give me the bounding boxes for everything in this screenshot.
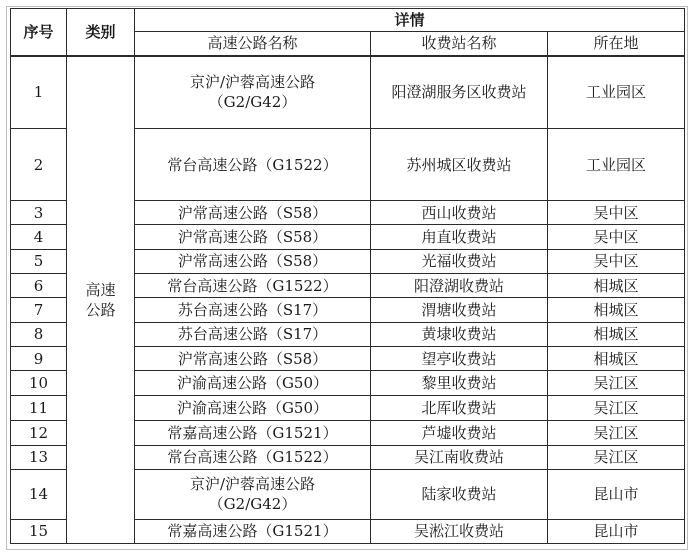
row-location: 吴中区 xyxy=(548,201,685,225)
row-station-name: 甪直收费站 xyxy=(371,225,548,249)
row-location: 工业园区 xyxy=(548,56,685,129)
row-station-name: 望亭收费站 xyxy=(371,347,548,371)
row-location: 相城区 xyxy=(548,274,685,298)
row-highway-name xyxy=(135,56,371,129)
header-highway-name: 高速公路名称 xyxy=(135,32,371,56)
row-highway-name xyxy=(135,421,371,445)
row-seq: 12 xyxy=(11,421,67,445)
row-location: 相城区 xyxy=(548,347,685,371)
row-seq: 3 xyxy=(11,201,67,225)
category-text: 高速 xyxy=(85,280,116,299)
highway-name-text: 京沪/沪蓉高速公路 xyxy=(189,73,316,92)
row-highway-name xyxy=(135,347,371,371)
row-highway-name xyxy=(135,201,371,225)
highway-name-text: 常嘉高速公路（G1521） xyxy=(167,423,338,442)
row-location: 吴江区 xyxy=(548,371,685,395)
highway-name-text: 沪常高速公路（S58） xyxy=(177,203,328,222)
row-station-name: 光福收费站 xyxy=(371,249,548,273)
row-seq: 1 xyxy=(11,56,67,129)
highway-name-text: 沪渝高速公路（G50） xyxy=(176,399,329,417)
toll-station-table xyxy=(10,8,685,544)
row-seq: 4 xyxy=(11,225,67,249)
row-seq: 10 xyxy=(11,371,67,395)
header-details: 详情 xyxy=(135,9,685,32)
row-highway-name xyxy=(135,395,371,420)
highway-name-text: 常台高速公路（G1522） xyxy=(167,155,338,174)
row-highway-name xyxy=(135,298,371,322)
row-location: 昆山市 xyxy=(548,519,685,543)
row-highway-name xyxy=(135,249,371,273)
row-station-name: 西山收费站 xyxy=(371,201,548,225)
row-highway-name xyxy=(135,469,371,519)
row-highway-name xyxy=(135,519,371,543)
row-seq: 14 xyxy=(11,469,67,519)
row-highway-name xyxy=(135,274,371,298)
highway-name-text: 京沪/沪蓉高速公路 xyxy=(189,475,316,494)
row-station-name: 吴江南收费站 xyxy=(371,445,548,469)
row-station-name: 黎里收费站 xyxy=(371,371,548,395)
row-station-name: 渭塘收费站 xyxy=(371,298,548,322)
row-station-name: 北厍收费站 xyxy=(371,395,548,420)
row-station-name: 阳澄湖收费站 xyxy=(371,274,548,298)
row-location: 吴江区 xyxy=(548,445,685,469)
row-highway-name xyxy=(135,129,371,201)
row-seq: 6 xyxy=(11,274,67,298)
row-location: 相城区 xyxy=(548,298,685,322)
row-seq: 7 xyxy=(11,298,67,322)
highway-name-text: 沪渝高速公路（G50） xyxy=(176,374,329,393)
row-location: 吴中区 xyxy=(548,249,685,273)
category-text: 公路 xyxy=(85,300,116,319)
highway-name-text: （G2/G42） xyxy=(208,495,297,514)
row-highway-name xyxy=(135,445,371,469)
row-seq: 8 xyxy=(11,322,67,346)
row-station-name: 苏州城区收费站 xyxy=(371,129,548,201)
row-highway-name xyxy=(135,225,371,249)
highway-name-text: 常嘉高速公路（G1521） xyxy=(167,522,338,541)
row-seq: 15 xyxy=(11,519,67,543)
header-location: 所在地 xyxy=(548,32,685,56)
row-location: 吴中区 xyxy=(548,225,685,249)
header-station-name: 收费站名称 xyxy=(371,32,548,56)
table-row xyxy=(11,56,685,129)
row-station-name: 吴淞江收费站 xyxy=(371,519,548,543)
highway-name-text: 苏台高速公路（S17） xyxy=(177,301,328,320)
row-location: 工业园区 xyxy=(548,129,685,201)
highway-name-text: 沪常高速公路（S58） xyxy=(177,252,328,271)
row-location: 吴江区 xyxy=(548,395,685,420)
highway-name-text: 常台高速公路（G1522） xyxy=(167,448,338,467)
row-station-name: 黄埭收费站 xyxy=(371,322,548,346)
row-station-name: 芦墟收费站 xyxy=(371,421,548,445)
row-seq: 2 xyxy=(11,129,67,201)
row-station-name: 阳澄湖服务区收费站 xyxy=(371,56,548,129)
category-cell xyxy=(67,56,135,544)
highway-name-text: 常台高速公路（G1522） xyxy=(167,276,338,295)
highway-name-text: （G2/G42） xyxy=(208,93,297,112)
header-seq: 序号 xyxy=(11,9,67,56)
row-highway-name xyxy=(135,322,371,346)
row-highway-name xyxy=(135,371,371,395)
row-station-name: 陆家收费站 xyxy=(371,469,548,519)
header-category: 类别 xyxy=(67,9,135,56)
row-seq: 11 xyxy=(11,395,67,420)
table-body xyxy=(11,56,685,544)
highway-name-text: 苏台高速公路（S17） xyxy=(177,325,328,344)
row-seq: 9 xyxy=(11,347,67,371)
row-seq: 13 xyxy=(11,445,67,469)
highway-name-text: 沪常高速公路（S58） xyxy=(177,228,328,247)
row-location: 吴江区 xyxy=(548,421,685,445)
row-seq: 5 xyxy=(11,249,67,273)
highway-name-text: 沪常高速公路（S58） xyxy=(177,349,328,368)
row-location: 相城区 xyxy=(548,322,685,346)
row-location: 昆山市 xyxy=(548,469,685,519)
